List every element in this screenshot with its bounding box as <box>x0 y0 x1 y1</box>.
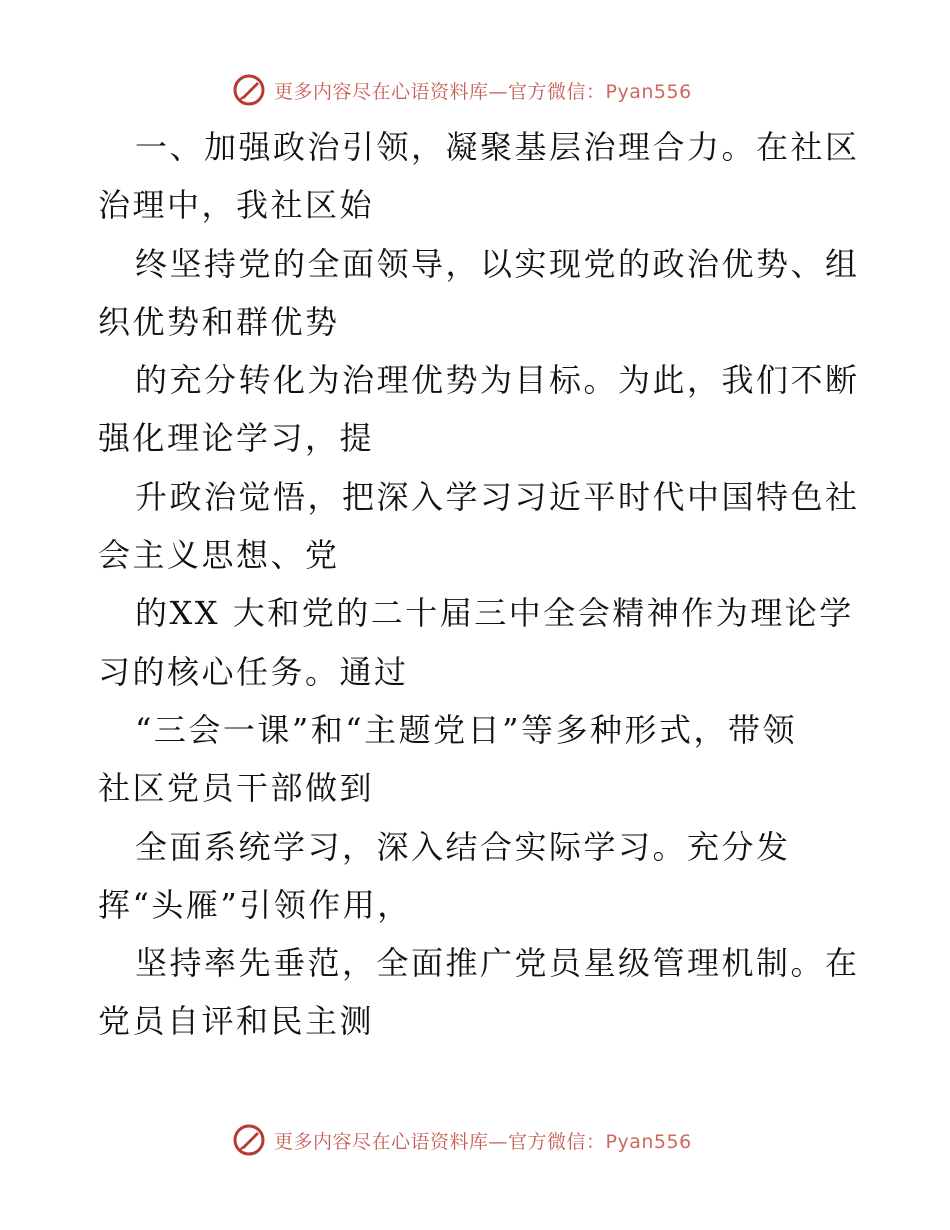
text-line: 社区党员干部做到 <box>98 769 375 808</box>
text-line: 强化理论学习，提 <box>98 419 375 458</box>
watermark-text: 更多内容尽在心语资料库—官方微信：Pyan556 <box>274 1130 692 1153</box>
text-line: 全面系统学习，深入结合实际学习。充分发 <box>135 827 791 866</box>
text-line: 的充分转化为治理优势为目标。为此，我们不断 <box>135 361 860 400</box>
text-line: 治理中，我社区始 <box>98 186 375 225</box>
text-line: 一、加强政治引领，凝聚基层治理合力。在社区 <box>135 128 860 166</box>
text-line: 坚持率先垂范，全面推广党员星级管理机制。在 <box>135 944 860 983</box>
document-body <box>98 118 858 1051</box>
text-line: 党员自评和民主测 <box>98 1002 375 1041</box>
text-line: 升政治觉悟，把深入学习习近平时代中国特色社 <box>135 477 860 516</box>
text-line: 织优势和群优势 <box>98 302 340 341</box>
watermark-text: 更多内容尽在心语资料库—官方微信：Pyan556 <box>274 80 692 103</box>
footer-watermark <box>232 1122 692 1158</box>
text-line: “三会一课”和“主题党日”等多种形式，带领 <box>135 710 797 749</box>
quill-logo-icon <box>232 73 266 107</box>
text-line: 习的核心任务。通过 <box>98 652 409 691</box>
text-line: 的XX 大和党的二十届三中全会精神作为理论学 <box>135 594 854 633</box>
text-line: 挥“头雁”引领作用， <box>98 885 412 924</box>
quill-logo-icon <box>232 1123 266 1157</box>
header-watermark <box>232 72 692 108</box>
text-line: 终坚持党的全面领导，以实现党的政治优势、组 <box>135 244 860 283</box>
text-line: 会主义思想、党 <box>98 536 340 575</box>
